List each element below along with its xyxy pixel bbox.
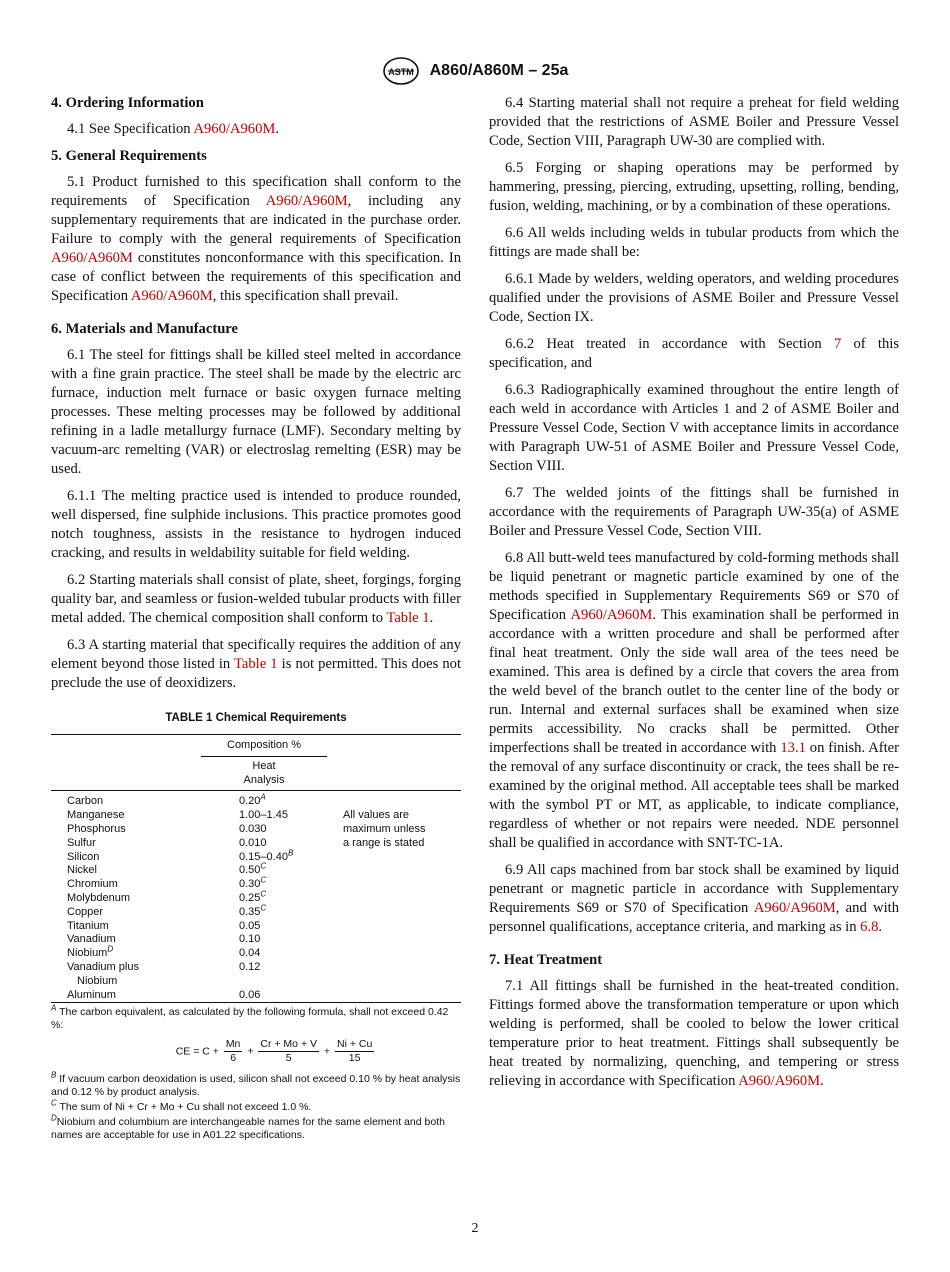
table-footnotes (51, 1003, 461, 1142)
astm-logo-icon (382, 56, 420, 86)
link-a960[interactable]: A960/A960M (738, 1073, 821, 1089)
table-note: maximum unless (343, 822, 426, 835)
link-a960[interactable]: A960/A960M (265, 193, 348, 209)
section-4-heading: 4. Ordering Information (51, 95, 204, 111)
table-row: Vanadium plus Niobium 0.12 (67, 960, 261, 987)
table-row: Silicon $0.15-0.40^B$ (67, 847, 294, 863)
paragraph-6-4: 6.4 Starting material shall not require a preheat for field welding provided that the restrictions of ASME Boiler and Pressure Vessel Code, Section VIII, Paragraph UW-30 are complied with. (489, 95, 899, 149)
footnote-c: $^C$ The sum of Ni + Cr + Mo + Cu shall not exceed 1.0 %. (51, 1098, 312, 1114)
astm-logo-text: ASTM (387, 67, 414, 77)
paragraph-6-7: 6.7 The welded joints of the fittings shall be furnished in accordance with the requirements of Paragraph UW-35(a) of ASME Boiler and Pressure Vessel Code, Section VIII. (489, 485, 899, 539)
column-header-heat-analysis: Heat Analysis (243, 759, 285, 786)
section-6-heading: 6. Materials and Manufacture (51, 321, 238, 337)
table-row: Carbon $0.20^A$ (67, 792, 266, 808)
paragraph-6-2: 6.2 Starting materials shall consist of plate, sheet, forgings, forging quality bar, and seamless or fusion-welded tubular products with filler metal added. The chemical composition shall conform to Table 1. (51, 572, 461, 626)
paragraph-6-1-1: 6.1.1 The melting practice used is intended to produce rounded, well dispersed, fine sulphide inclusions. This practice promotes good notch toughness, assists in the resistance to hydrogen induced cracking, and results in weldability suitable for field welding. (51, 488, 461, 561)
link-a960[interactable]: A960/A960M (193, 121, 276, 137)
table-row: Copper $0.35^C$ (67, 903, 267, 918)
link-table-1[interactable]: Table 1 (234, 656, 278, 672)
table-row: Vanadium 0.10 (67, 933, 261, 946)
table-row: Molybdenum $0.25^C$ (67, 889, 267, 904)
footnote-b: $^B$ If vacuum carbon deoxidation is used, silicon shall not exceed 0.10 % by heat analysis and 0.12 % by product analysis. (51, 1070, 461, 1099)
paragraph-6-5: 6.5 Forging or shaping operations may be performed by hammering, pressing, piercing, extruding, upsetting, rolling, bending, fusion, welding, machining, or by a combination of these operations. (489, 160, 899, 214)
paragraph-6-6-1: 6.6.1 Made by welders, welding operators, and welding procedures qualified under the provisions of ASME Boiler and Pressure Vessel Code, Section IX. (489, 271, 899, 325)
link-a960[interactable]: A960/A960M (753, 900, 836, 916)
table-1-title: TABLE 1 Chemical Requirements (165, 712, 347, 724)
paragraph-6-8: 6.8 All butt-weld tees manufactured by cold-forming methods shall be liquid penetrant or magnetic particle examined by one of the methods specified in Supplementary Requirements S69 or S70 of Specification A960/A960M. This examination shall be performed in accordance with a written procedure and shall be performed after final heat treatment. Only the side wall area of the tees need be examined. This area is defined by a circle that covers the area from the weld bevel of the branch outlet to the center line of the body or run. Internal and external surfaces shall be examined when size permits accessibility. No cracks shall be permitted. Other imperfections shall be treated in accordance with 13.1 on finish. After the removal of any surface discontinuity or crack, the tees shall be re-examined by the original method. All acceptable tees shall be marked with the symbol PT or MT, as applicable, to indicate compliance, regardless of whether or not repairs were needed. NDE personnel shall be qualified in accordance with SNT-TC-1A. (489, 550, 899, 851)
paragraph-7-1: 7.1 All fittings shall be furnished in the heat-treated condition. Fittings formed above the transformation temperature or upon which welding is performed, shall be cooled to below the lower critical temperature prior to heat treatment. Fittings shall subsequently be heat treated by normalizing, quenching, and tempering or stress relieving in accordance with Specification A960/A960M. (489, 978, 899, 1089)
chemical-requirements-table (51, 734, 461, 1003)
link-a960[interactable]: A960/A960M (130, 288, 213, 304)
table-row: Titanium 0.05 (67, 919, 261, 932)
link-table-1[interactable]: Table 1 (386, 610, 430, 626)
table-row: Chromium $0.30^C$ (67, 875, 267, 891)
paragraph-5-1: 5.1 Product furnished to this specification shall conform to the requirements of Specification A960/A960M, including any supplementary requirements that are indicated in the purchase order. Failure to comply with the general requirements of Specification A960/A960M constitutes nonconformance with this specification. In case of conflict between the requirements of this specification and Specification A960/A960M, this specification shall prevail. (51, 174, 461, 304)
paragraph-4-1: 4.1 See Specification A960/A960M. (67, 121, 279, 137)
link-a960[interactable]: A960/A960M (51, 250, 133, 266)
footnote-d: $^D$Niobium and columbium are interchangeable names for the same element and both names are acceptable for use in A01.22 specifications. (51, 1113, 445, 1142)
carbon-equivalent-formula: CE = C + $\frac{Mn}{6}$ + $\frac{Cr + Mo + V}{5}$ + $\frac{Ni + Cu}{15}$ (175, 1038, 373, 1065)
paragraph-6-6-2: 6.6.2 Heat treated in accordance with Section 7 of this specification, and (489, 336, 899, 371)
column-header-composition: Composition % (201, 735, 327, 757)
table-row: Nickel $0.50^C$ (67, 861, 267, 877)
table-row: Aluminum 0.06 (51, 989, 461, 1003)
table-note: a range is stated (343, 836, 425, 849)
link-section-7[interactable]: 7 (833, 336, 842, 352)
right-column (489, 94, 899, 1099)
table-note: All values are (343, 809, 410, 822)
link-6-8[interactable]: 6.8 (860, 919, 879, 935)
standard-designation: A860/A860M – 25a (429, 62, 569, 79)
table-row: Manganese 1.00–1.45 All values are (51, 809, 461, 823)
page-number: 2 (471, 1221, 479, 1236)
table-row: Phosphorus 0.030 maximum unless (51, 823, 461, 837)
section-5-heading: 5. General Requirements (51, 148, 207, 164)
paragraph-6-6-3: 6.6.3 Radiographically examined throughout the entire length of each weld in accordance with Articles 1 and 2 of ASME Boiler and Pressure Vessel Code, Section V with acceptance limits in accordance with Paragraph UW-51 of ASME Boiler and Pressure Vessel Code, Section VIII. (489, 382, 899, 474)
paragraph-6-1: 6.1 The steel for fittings shall be killed steel melted in accordance with a fine grain practice. The steel shall be made by the electric arc furnace, induction melt furnace or basic oxygen furnace melting processes. These melting processes may be followed by additional refining in a ladle metallurgy furnace (LMF). Secondary melting by vacuum-arc remelting (VAR) or electroslag remelting (ESR) may be used. (51, 347, 461, 477)
link-a960[interactable]: A960/A960M (570, 607, 653, 623)
paragraph-6-3: 6.3 A starting material that specifically requires the addition of any element beyond those listed in Table 1 is not permitted. This does not preclude the use of deoxidizers. (51, 637, 462, 691)
left-column (51, 94, 461, 1144)
paragraph-6-9: 6.9 All caps machined from bar stock shall be examined by liquid penetrant or magnetic particle in accordance with Supplementary Requirements S69 or S70 of Specification A960/A960M, and with personnel qualifications, acceptance criteria, and marking as in 6.8. (489, 862, 899, 935)
table-row: Niobium$^D$ 0.04 (67, 944, 261, 960)
page-header (0, 56, 950, 86)
footnote-a: $^A$ The carbon equivalent, as calculated by the following formula, shall not exceed 0.42 %: (51, 1003, 449, 1032)
table-row: Sulfur 0.010 a range is stated (51, 837, 461, 851)
section-7-heading: 7. Heat Treatment (489, 952, 603, 968)
link-13-1[interactable]: 13.1 (780, 740, 806, 756)
paragraph-6-6: 6.6 All welds including welds in tubular products from which the fittings are made shall be: (489, 225, 899, 260)
